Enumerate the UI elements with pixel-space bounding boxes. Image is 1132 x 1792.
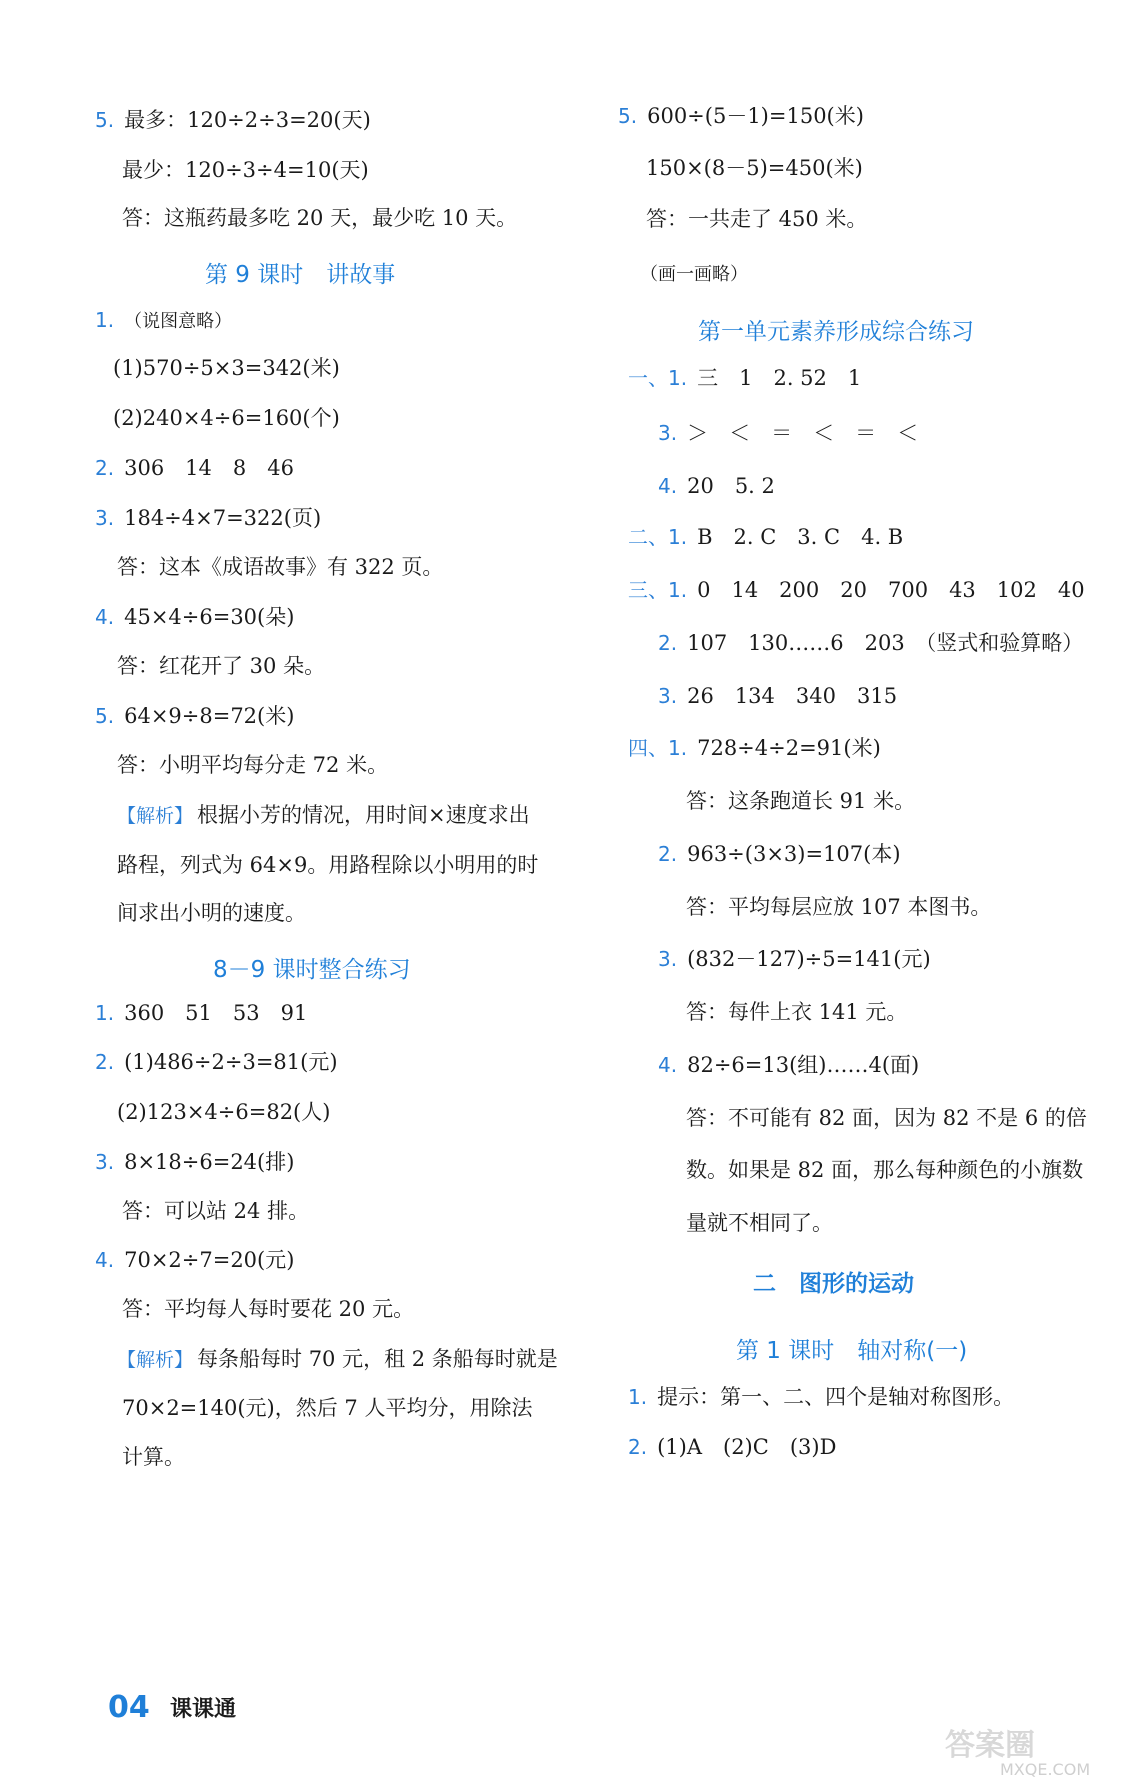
answer-line: 答：这本《成语故事》有 322 页。: [117, 555, 444, 579]
answer-line: 答：每件上衣 141 元。: [686, 1000, 908, 1024]
analysis-line: 间求出小明的速度。: [117, 901, 306, 925]
answer-line: 4. 20 5. 2: [658, 474, 775, 498]
watermark-url: MXQE.COM: [1000, 1760, 1091, 1779]
answer-line: 答：可以站 24 排。: [122, 1199, 310, 1223]
answer-line: 2. (1)A (2)C (3)D: [628, 1435, 837, 1459]
answer-line: 答：小明平均每分走 72 米。: [117, 753, 389, 777]
analysis-tag: 【解析】: [117, 805, 194, 827]
answer-line: 1. 360 51 53 91: [95, 1001, 308, 1025]
analysis-line: 【解析】 根据小芳的情况，用时间×速度求出: [117, 800, 530, 831]
answer-line: (1)570÷5×3=342(米): [113, 356, 340, 380]
section-heading: 第 1 课时 轴对称(一): [736, 1338, 968, 1364]
analysis-line: 计算。: [122, 1445, 185, 1469]
analysis-line: 70×2=140(元)，然后 7 人平均分，用除法: [122, 1396, 533, 1420]
answer-line: 2. 963÷(3×3)=107(本): [658, 842, 901, 866]
answer-line: （画一画略）: [640, 264, 748, 285]
answer-line: 答：这瓶药最多吃 20 天，最少吃 10 天。: [122, 206, 518, 230]
answer-line: 1. 提示：第一、二、四个是轴对称图形。: [628, 1385, 1015, 1409]
answer-line: 5. 最多：120÷2÷3=20(天): [95, 108, 371, 132]
answer-line: 答：平均每人每时要花 20 元。: [122, 1297, 415, 1321]
answer-line: 数。如果是 82 面，那么每种颜色的小旗数: [686, 1158, 1084, 1182]
answer-line: 答：这条跑道长 91 米。: [686, 789, 916, 813]
answer-line: 2. 107 130……6 203 （竖式和验算略）: [658, 631, 1084, 655]
answer-line: 答：平均每层应放 107 本图书。: [686, 895, 992, 919]
answer-line: 3. (832－127)÷5=141(元): [658, 947, 931, 971]
answer-line: 1. （说图意略）: [95, 308, 233, 332]
section-heading: 第 9 课时 讲故事: [205, 262, 396, 288]
answer-line: 5. 600÷(5－1)=150(米): [618, 104, 864, 128]
answer-line: 答：红花开了 30 朵。: [117, 654, 326, 678]
answer-line: 量就不相同了。: [686, 1211, 833, 1235]
unit-heading: 二 图形的运动: [753, 1271, 914, 1297]
answer-line: 2. 306 14 8 46: [95, 456, 294, 480]
answer-line: 最少：120÷3÷4=10(天): [122, 158, 369, 182]
section-heading: 第一单元素养形成综合练习: [698, 319, 974, 345]
brand-name: 课课通: [170, 1697, 237, 1722]
answer-line: 4. 45×4÷6=30(朵): [95, 605, 295, 629]
answer-line: 2. (1)486÷2÷3=81(元): [95, 1050, 338, 1074]
answer-line: 5. 64×9÷8=72(米): [95, 704, 295, 728]
answer-line: 3. ＞ ＜ ＝ ＜ ＝ ＜: [658, 421, 919, 445]
answer-line: 4. 70×2÷7=20(元): [95, 1248, 295, 1272]
analysis-tag: 【解析】: [117, 1349, 194, 1371]
answer-line: 150×(8－5)=450(米): [646, 156, 863, 180]
analysis-line: 路程，列式为 64×9。用路程除以小明用的时: [117, 853, 539, 877]
answer-line: (2)123×4÷6=82(人): [117, 1100, 331, 1124]
answer-line: 答：一共走了 450 米。: [646, 207, 868, 231]
answer-line: 一、1. 三 1 2. 52 1: [628, 366, 862, 390]
answer-line: 答：不可能有 82 面，因为 82 不是 6 的倍: [686, 1106, 1087, 1130]
page-number: 04: [108, 1690, 150, 1725]
answer-line: 3. 8×18÷6=24(排): [95, 1150, 295, 1174]
answer-line: 3. 184÷4×7=322(页): [95, 506, 322, 530]
section-heading: 8－9 课时整合练习: [213, 957, 411, 983]
analysis-line: 【解析】 每条船每时 70 元，租 2 条船每时就是: [117, 1344, 558, 1375]
answer-line: 四、1. 728÷4÷2=91(米): [628, 736, 881, 760]
answer-line: 三、1. 0 14 200 20 700 43 102 40: [628, 578, 1085, 602]
answer-line: (2)240×4÷6=160(个): [113, 406, 340, 430]
answer-line: 二、1. B 2. C 3. C 4. B: [628, 525, 904, 549]
answer-line: 3. 26 134 340 315: [658, 684, 898, 708]
answer-line: 4. 82÷6=13(组)……4(面): [658, 1053, 920, 1077]
watermark-logo: 答案圈: [945, 1728, 1035, 1763]
